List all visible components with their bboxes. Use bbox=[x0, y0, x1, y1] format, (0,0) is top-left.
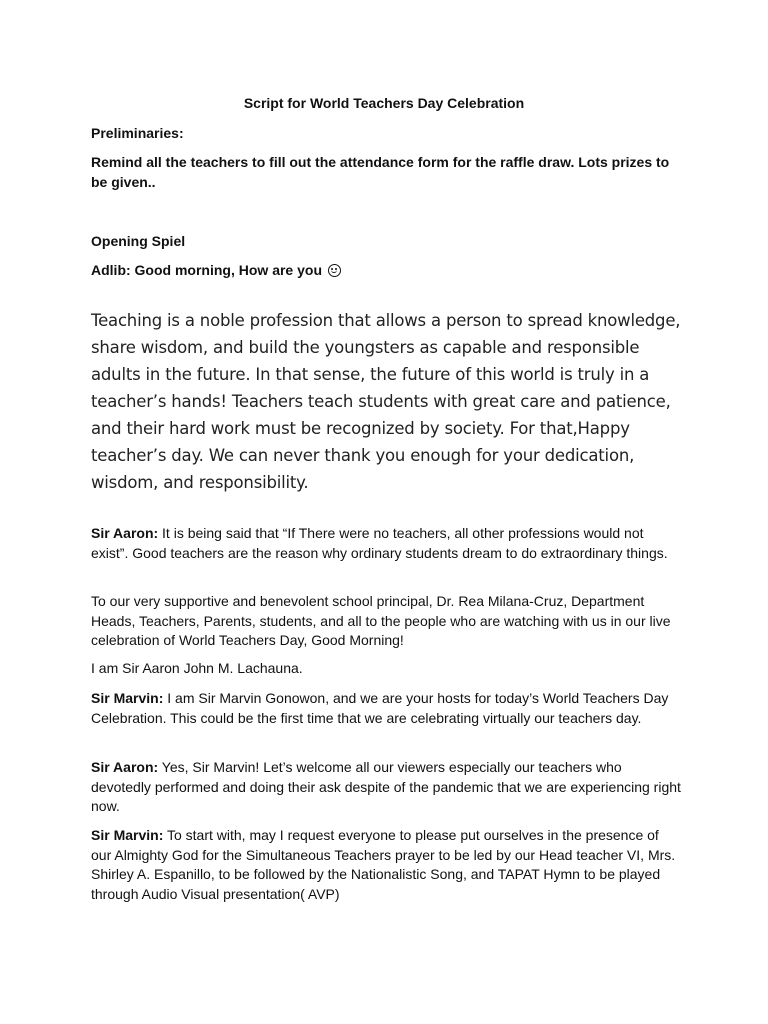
dialogue-text: It is being said that “If There were no teachers, all other professions would not exist”. Good teachers are the reason why ordinary students dream to do extraordinary things. bbox=[91, 525, 668, 561]
dialogue-paragraph-3 bbox=[91, 659, 681, 679]
adlib-line bbox=[91, 260, 681, 280]
opening-spiel-heading: Opening Spiel bbox=[91, 233, 186, 249]
speaker-label: Sir Aaron: bbox=[91, 525, 159, 541]
intro-paragraph: Teaching is a noble profession that allows a person to spread knowledge, share wisdom, and build the youngsters as capable and responsible adults in the future. In that sense, the future of this world is truly in a teacher’s hands! Teachers teach students with great care and patience, and their hard work must be recognized by society. For that,Happy teacher’s day. We can never thank you enough for your dedication, wisdom, and responsibility. bbox=[91, 311, 681, 492]
speaker-label: Sir Aaron: bbox=[91, 759, 159, 775]
adlib-text: Adlib: Good morning, How are you bbox=[91, 262, 322, 278]
dialogue-text: To our very supportive and benevolent school principal, Dr. Rea Milana-Cruz, Department Heads, Teachers, Parents, students, and all to the people who are watching with us in our live celebration of World Teachers Day, Good Morning! bbox=[91, 593, 671, 648]
smiley-icon bbox=[328, 264, 341, 277]
dialogue-paragraph-5 bbox=[91, 758, 681, 817]
dialogue-text: I am Sir Marvin Gonowon, and we are your hosts for today’s World Teachers Day Celebration. This could be the first time that we are celebrating virtually our teachers day. bbox=[91, 690, 669, 726]
preliminaries-text: Remind all the teachers to fill out the attendance form for the raffle draw. Lots prizes to be given.. bbox=[91, 154, 670, 190]
dialogue-paragraph-6 bbox=[91, 826, 681, 904]
dialogue-paragraph-2 bbox=[91, 592, 681, 651]
speaker-label: Sir Marvin: bbox=[91, 827, 164, 843]
speaker-label: Sir Marvin: bbox=[91, 690, 164, 706]
document-title: Script for World Teachers Day Celebration bbox=[243, 95, 525, 111]
dialogue-paragraph-4 bbox=[91, 689, 681, 728]
dialogue-text: I am Sir Aaron John M. Lachauna. bbox=[91, 660, 303, 676]
dialogue-text: To start with, may I request everyone to please put ourselves in the presence of our Almighty God for the Simultaneous Teachers prayer to be led by our Head teacher VI, Mrs. Shirley A. Espanillo, to be followed by the Nationalistic Song, and TAPAT Hymn to be played through Audio Visual presentation( AVP) bbox=[91, 827, 676, 902]
dialogue-paragraph-1 bbox=[91, 524, 681, 563]
preliminaries-heading: Preliminaries: bbox=[91, 125, 184, 141]
dialogue-text: Yes, Sir Marvin! Let’s welcome all our viewers especially our teachers who devotedly performed and doing their ask despite of the pandemic that we are experiencing right now. bbox=[91, 759, 681, 814]
